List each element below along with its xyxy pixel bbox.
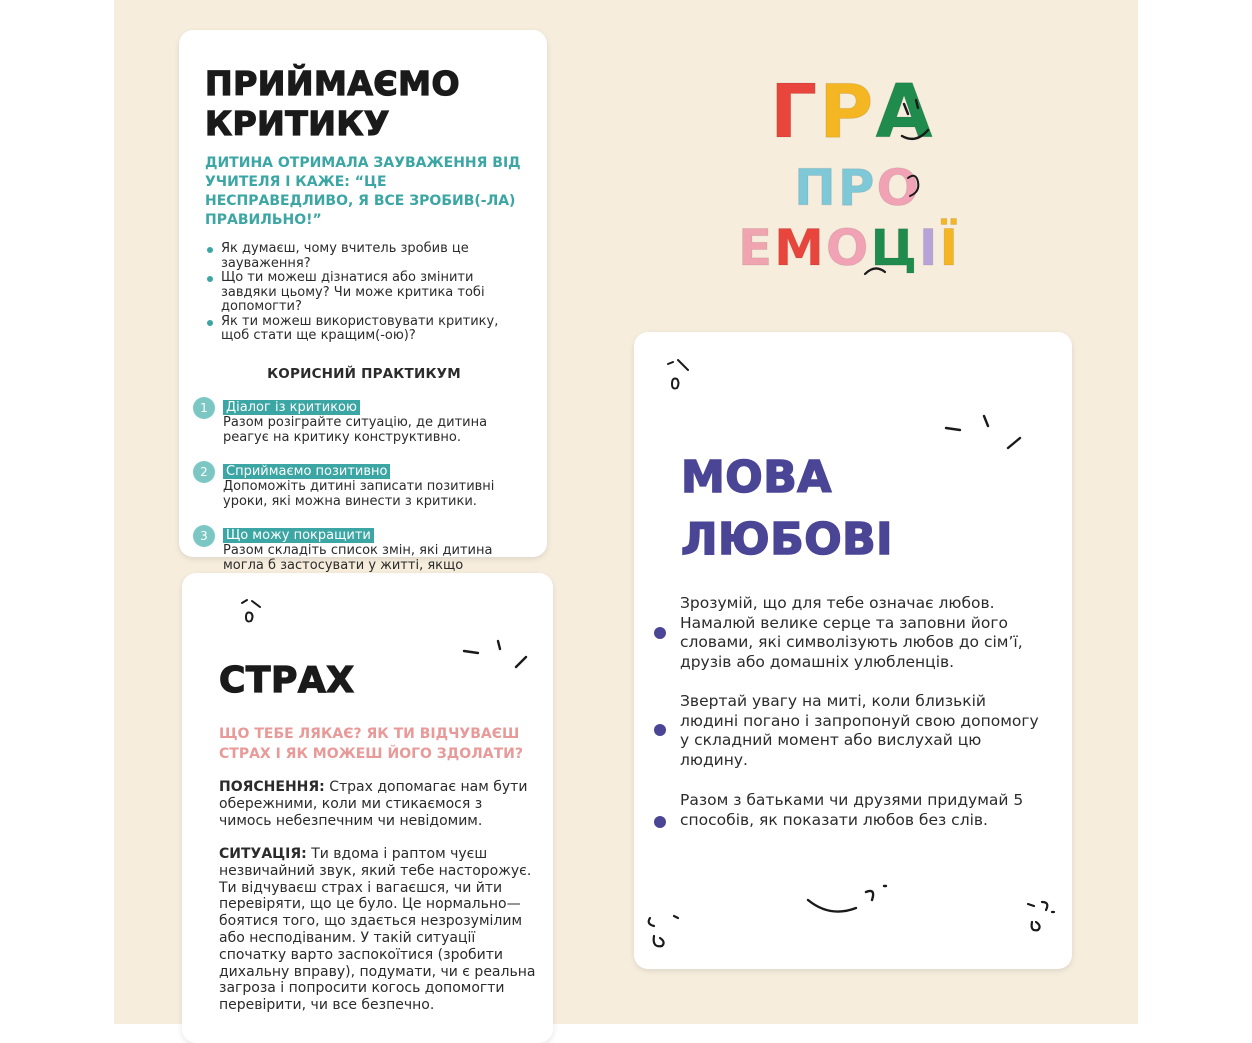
logo-letter: О [825, 219, 871, 277]
logo-letter: Ї [939, 219, 961, 277]
card-criticism-bullets [205, 242, 523, 344]
logo-letter: О [876, 159, 922, 217]
step-text: Разом складіть список змін, які дитина могла б застосувати у житті, якщо [223, 542, 493, 573]
logo-letter: Р [837, 159, 877, 217]
explanation-paragraph [219, 779, 539, 829]
logo-letter: Е [738, 219, 775, 277]
step-title: Що можу покращити [223, 528, 374, 543]
list-item: Як думаєш, чому вчитель зробив це зауваження? [205, 242, 523, 271]
step-number: 3 [193, 525, 215, 547]
game-logo [736, 60, 996, 290]
situation-text: Ти вдома і раптом чуєш незвичайний звук, який тебе насторожує. Ти відчуваєш страх і вагаєшся, чи йти перевіряти, що це було. Це нормально— боятися того, що здається незрозумілим або несподіваним. У такій ситуації спочатку варто заспокоїтися (зробити дихальну вправу), подумати, чи є реальна загроза і попросити когось допомогти перевірити, чи все безпечно. [219, 846, 536, 1014]
practicum-title: КОРИСНИЙ ПРАКТИКУМ [267, 365, 461, 382]
card-love-language [634, 332, 1072, 969]
title-line-2: ЛЮБОВІ [681, 514, 894, 565]
logo-letter: Г [770, 69, 820, 155]
step-text: Допоможіть дитині записати позитивні уроки, які можна винести з критики. [223, 478, 495, 509]
step-number: 2 [193, 461, 215, 483]
explanation-label: ПОЯСНЕННЯ: [219, 779, 325, 795]
practicum-step [193, 396, 523, 445]
bullet-dot-icon [654, 627, 666, 639]
list-item: Разом з батьками чи друзями придумай 5 способів, як показати любов без слів. [680, 791, 1024, 829]
list-item: Зрозумій, що для тебе означає любов. Намалюй велике серце та заповни його словами, які символізують любов до сім’ї, друзів або домашніх улюбленців. [680, 594, 1023, 671]
step-title: Діалог із критикою [223, 400, 360, 415]
logo-face-doodle-icon-3 [861, 260, 891, 280]
logo-face-doodle-icon-2 [904, 172, 924, 202]
logo-letter: П [794, 159, 838, 217]
card-criticism-question: ДИТИНА ОТРИМАЛА ЗАУВАЖЕННЯ ВІД УЧИТЕЛЯ І КАЖЕ: “ЦЕ НЕСПРАВЕДЛИВО, Я ВСЕ ЗРОБИВ(-ЛА) ПРАВИЛЬНО!” [205, 155, 521, 228]
logo-face-doodle-icon [896, 96, 936, 146]
logo-line-2 [794, 160, 921, 216]
situation-paragraph [219, 846, 539, 1014]
practicum-step [193, 460, 523, 509]
face-doodle-icon-2 [644, 910, 684, 954]
brows-doodle-icon [462, 637, 532, 673]
step-text: Разом розіграйте ситуацію, де дитина реагує на критику конструктивно. [223, 414, 488, 445]
card-love-title [681, 447, 893, 571]
logo-letter: Р [819, 69, 876, 155]
logo-letter: Ц [870, 219, 919, 277]
title-line-1: МОВА [681, 452, 832, 503]
brows-doodle-icon [944, 412, 1024, 452]
list-item: Що ти можеш дізнатися або змінити завдяки цьому? Чи може критика тобі допомогти? [205, 271, 523, 315]
bullet-dot-icon [654, 724, 666, 736]
title-line-2: КРИТИКУ [205, 104, 390, 143]
face-doodle-icon-3 [1022, 896, 1062, 940]
list-item: Як ти можеш використовувати критику, щоб стати ще кращим(-ою)? [205, 315, 523, 344]
logo-letter: І [918, 219, 940, 277]
card-criticism [179, 30, 547, 573]
logo-line-3 [738, 220, 960, 276]
card-fear-question: ЩО ТЕБЕ ЛЯКАЄ? ЯК ТИ ВІДЧУВАЄШ СТРАХ І ЯК МОЖЕШ ЙОГО ЗДОЛАТИ? [219, 726, 523, 762]
list-item: Звертай увагу на миті, коли близькій людині погано і запропонуй свою допомогу у складний момент або вислухай цю людину. [680, 692, 1039, 769]
practicum-steps [193, 396, 523, 588]
situation-label: СИТУАЦІЯ: [219, 846, 307, 862]
face-doodle-icon [664, 356, 700, 396]
explanation-text: Страх допомагає нам бути обережними, коли ми стикаємося з чимось небезпечним чи невідомим. [219, 779, 528, 829]
face-doodle-icon [238, 597, 274, 633]
logo-letter: М [774, 219, 826, 277]
smile-doodle-icon [804, 880, 894, 920]
step-number: 1 [193, 397, 215, 419]
logo-letter: А [875, 69, 935, 155]
card-fear [182, 573, 553, 1043]
card-fear-title: СТРАХ [219, 660, 355, 701]
bullet-dot-icon [654, 816, 666, 828]
title-line-1: ПРИЙМАЄМО [205, 64, 461, 103]
step-title: Сприймаємо позитивно [223, 464, 390, 479]
card-criticism-title [205, 64, 523, 144]
